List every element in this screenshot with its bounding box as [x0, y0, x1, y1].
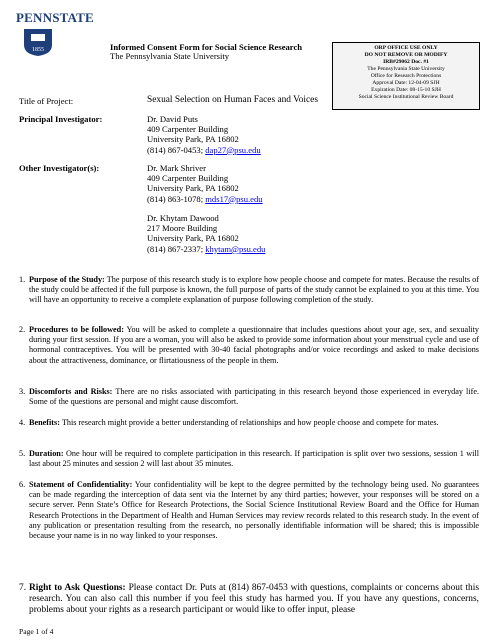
section-procedures	[19, 325, 479, 366]
orp-approval-box	[332, 42, 480, 110]
section-questions	[19, 583, 479, 616]
section-number: 6.	[19, 480, 26, 489]
orp-line-2: DO NOT REMOVE OR MODIFY	[364, 52, 448, 58]
investigator-address-2: University Park, PA 16802	[147, 233, 239, 244]
investigator-name: Dr. Khytam Dawood	[147, 213, 219, 223]
section-number: 7.	[19, 583, 27, 593]
investigator-phone: (814) 867-2337;	[147, 243, 204, 254]
orp-line-1: ORP OFFICE USE ONLY	[374, 45, 438, 51]
pi-name: Dr. David Puts	[147, 114, 198, 124]
shield-icon	[22, 27, 54, 57]
section-number: 1.	[19, 275, 26, 284]
section-title: Procedures to be followed:	[29, 325, 124, 335]
form-title: Informed Consent Form for Social Science Research	[110, 42, 303, 52]
other-investigators-label: Other Investigator(s):	[19, 163, 100, 173]
pi-phone: (814) 867-0453;	[147, 144, 204, 155]
pi-label: Principal Investigator:	[19, 114, 103, 124]
pi-address-2: University Park, PA 16802	[147, 134, 239, 145]
orp-line-8: Social Science Institutional Review Board	[358, 94, 454, 100]
other-investigator-1	[147, 163, 263, 204]
section-text: You will be asked to complete a questionnaire that includes questions about your age, sex, and sexuality during your first session. If you are a woman, you will also be asked to provide some information about your menstrual cycle and use of hormonal contraceptives. You will be presented with 30-40 facial photographs and/or voice recordings and asked to make decisions about the attractiveness, dominance, or flirtatiousness of the people in them.	[29, 325, 480, 365]
logo-year: 1855	[32, 47, 44, 53]
investigator-name: Dr. Mark Shriver	[147, 163, 206, 173]
investigator-address-1: 409 Carpenter Building	[147, 173, 229, 184]
section-number: 3.	[19, 387, 26, 396]
section-number: 4.	[19, 418, 26, 427]
project-label: Title of Project:	[19, 96, 74, 106]
logo-wordmark: PENNSTATE	[16, 10, 94, 25]
section-duration	[19, 449, 479, 469]
section-title: Discomforts and Risks:	[29, 387, 113, 397]
section-text: This research might provide a better understanding of relationships and how people choose and compete for mates.	[61, 418, 439, 428]
section-text: The purpose of this research study is to explore how people choose and compete for mates. Because the results of the study could be affected if the full purpose is known, the full purpose of parts of the study cannot be explained to you at this time. You will have an opportunity to receive a complete explanation of purpose following completion of the study.	[29, 275, 479, 305]
investigator-address-2: University Park, PA 16802	[147, 183, 239, 194]
section-number: 2.	[19, 325, 26, 334]
other-investigator-2	[147, 213, 265, 254]
section-title: Purpose of the Study:	[29, 275, 105, 285]
investigator-email-link[interactable]: mds17@psu.edu	[205, 193, 263, 204]
orp-line-7: Expiration Date: 08-15-10 SJH	[371, 87, 441, 93]
investigator-phone: (814) 863-1078;	[147, 193, 204, 204]
project-title: Sexual Selection on Human Faces and Voices	[147, 95, 318, 105]
section-text: Please contact Dr. Puts at (814) 867-0453 with questions, complaints or concerns about this research. You can also call this number if you feel this study has harmed you. If you have any questions, concerns, problems about your rights as a research participant or would like to offer input, please	[29, 583, 479, 615]
investigator-address-1: 217 Moore Building	[147, 223, 218, 234]
investigator-email-link[interactable]: khytam@psu.edu	[205, 243, 266, 254]
section-purpose	[19, 275, 479, 306]
pi-block	[147, 114, 261, 155]
pi-address-1: 409 Carpenter Building	[147, 124, 229, 135]
orp-line-6: Approval Date: 12-04-09 SJH	[372, 80, 440, 86]
section-number: 5.	[19, 449, 26, 458]
section-text: One hour will be required to complete participation in this research. If participation is split over two sessions, session 1 will last about 25 minutes and session 2 will last about 35 minutes.	[29, 449, 479, 469]
orp-line-3: IRB#29062 Doc. #1	[383, 59, 429, 65]
pennstate-logo	[16, 10, 96, 26]
section-confidentiality	[19, 480, 479, 541]
section-title: Right to Ask Questions:	[29, 583, 126, 593]
section-risks	[19, 387, 479, 407]
section-title: Duration:	[29, 449, 64, 459]
orp-line-4: The Pennsylvania State University	[367, 66, 445, 72]
university-name: The Pennsylvania State University	[110, 51, 230, 61]
section-title: Benefits:	[29, 418, 60, 428]
section-text: Your confidentiality will be kept to the degree permitted by the technology being used. No guarantees can be made regarding the interception of data sent via the Internet by any third parties; however, your responses will be stored on a secure server. Penn State’s Office for Research Protections, the Social Science Institutional Review Board and the Office for Human Research Protections in the Department of Health and Human Services may review records related to this research study. In the event of any publication or presentation resulting from the research, no personally identifiable information will be shared; this is impossible because your name is in no way linked to your responses.	[29, 480, 479, 541]
section-text: There are no risks associated with participating in this research beyond those experienced in everyday life. Some of the questions are personal and might cause discomfort.	[29, 387, 479, 407]
section-title: Statement of Confidentiality:	[29, 480, 133, 490]
pi-email-link[interactable]: dap27@psu.edu	[205, 144, 261, 155]
page-number: Page 1 of 4	[19, 627, 54, 636]
orp-line-5: Office for Research Protections	[370, 73, 442, 79]
section-benefits	[19, 418, 479, 428]
